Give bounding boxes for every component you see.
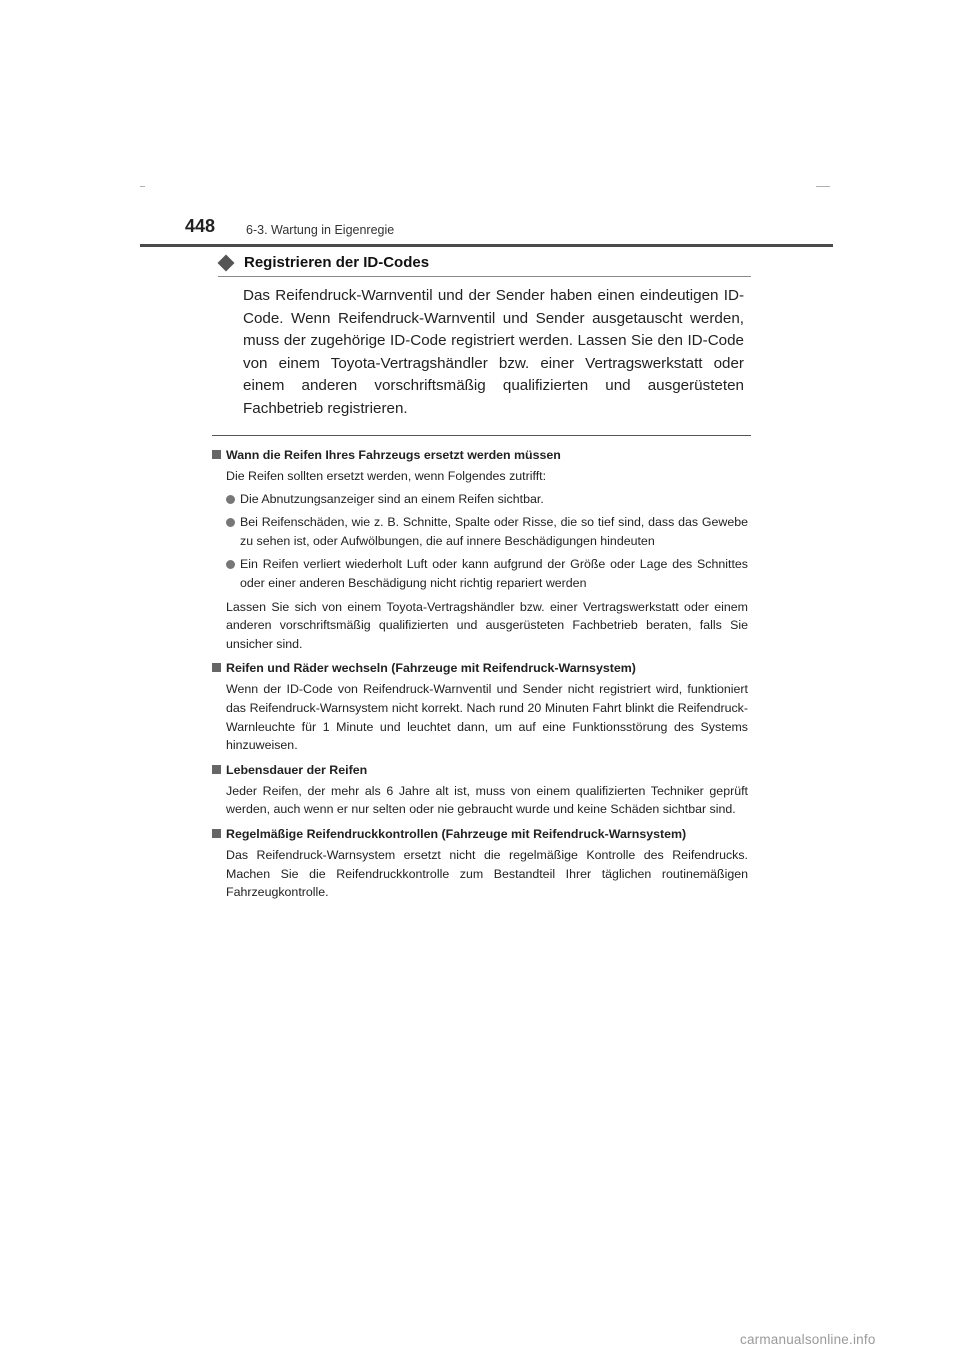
square-bullet-icon xyxy=(212,663,221,672)
watermark: carmanualsonline.info xyxy=(740,1332,876,1347)
diamond-bullet-icon xyxy=(218,255,235,272)
list-item xyxy=(212,490,748,509)
note-heading-text: Lebensdauer der Reifen xyxy=(226,762,368,777)
note-heading-text: Reifen und Räder wechseln (Fahrzeuge mit Reifendruck-Warnsystem) xyxy=(226,661,636,676)
note-heading xyxy=(212,659,748,677)
list-item-text: Die Abnutzungsanzeiger sind an einem Reifen sichtbar. xyxy=(240,491,544,506)
note-heading xyxy=(212,825,748,843)
round-bullet-icon xyxy=(226,518,235,527)
note-heading xyxy=(212,761,748,779)
square-bullet-icon xyxy=(212,765,221,774)
crop-mark-left xyxy=(140,186,145,187)
list-item-text: Bei Reifenschäden, wie z. B. Schnitte, Spalte oder Risse, die so tief sind, dass das Gewebe zu sehen ist, oder Aufwölbungen, die auf innere Beschädigungen hindeuten xyxy=(240,515,748,548)
note-heading-text: Regelmäßige Reifendruckkontrollen (Fahrzeuge mit Reifendruck-Warnsystem) xyxy=(226,826,687,841)
section-divider xyxy=(212,435,751,436)
note-tire-lifespan xyxy=(212,761,748,819)
note-intro: Die Reifen sollten ersetzt werden, wenn Folgendes zutrifft: xyxy=(226,469,547,483)
note-pressure-checks xyxy=(212,825,748,902)
note-text: Das Reifendruck-Warnsystem ersetzt nicht die regelmäßige Kontrolle des Reifendrucks. Machen Sie die Reifendruckkontrolle zum Bestandteil Ihrer täglichen routinemäßigen Fahrzeugkontrolle. xyxy=(226,847,748,900)
note-tire-replacement xyxy=(212,446,748,653)
crop-mark-right xyxy=(816,186,830,187)
page-header xyxy=(185,216,830,246)
note-heading-text: Wann die Reifen Ihres Fahrzeugs ersetzt werden müssen xyxy=(226,448,561,462)
note-text: Jeder Reifen, der mehr als 6 Jahre alt ist, muss von einem qualifizierten Techniker geprüft werden, auch wenn er nur selten oder nie gebraucht wurde und keine Schäden sichtbar sind. xyxy=(226,783,748,817)
square-bullet-icon xyxy=(212,829,221,838)
round-bullet-icon xyxy=(226,560,235,569)
note-outro: Lassen Sie sich von einem Toyota-Vertragshändler bzw. einer Vertragswerkstatt oder einem anderen vorschriftsmäßig qualifizierten und ausgerüsteten Fachbetrieb beraten, falls Sie unsicher sind. xyxy=(226,599,748,651)
header-rule xyxy=(140,244,833,247)
list-item xyxy=(212,513,748,550)
block-title: Registrieren der ID-Codes xyxy=(244,254,430,271)
list-item-text: Ein Reifen verliert wiederholt Luft oder kann aufgrund der Größe oder Lage des Schnittes oder einer anderen Beschädigung nicht richtig repariert werden xyxy=(240,557,748,590)
block-heading xyxy=(218,254,751,277)
note-text: Wenn der ID-Code von Reifendruck-Warnventil und Sender nicht registriert wird, funktioniert das Reifendruck-Warnsystem nicht korrekt. Nach rund 20 Minuten Fahrt blinkt die Reifendruck-Warnleuchte für 1 Minute und leuchtet dann, um auf eine Funktionsstörung des Systems hinzuweisen. xyxy=(226,682,748,753)
page-number: 448 xyxy=(185,216,216,236)
notes-section xyxy=(212,446,748,908)
round-bullet-icon xyxy=(226,495,235,504)
block-text: Das Reifendruck-Warnventil und der Sender haben einen eindeutigen ID-Code. Wenn Reifendruck-Warnventil und Sender ausgetauscht werden, muss der zugehörige ID-Code registriert werden. Lassen Sie den ID-Code von einem Toyota-Vertragshändler bzw. einer Vertragswerkstatt oder einem anderen vorschriftsmäßig qualifizierten und ausgerüsteten Fachbetrieb registrieren. xyxy=(243,287,744,417)
square-bullet-icon xyxy=(212,450,221,459)
list-item xyxy=(212,555,748,592)
note-wheel-change xyxy=(212,659,748,754)
note-heading xyxy=(212,446,748,464)
section-title: 6-3. Wartung in Eigenregie xyxy=(246,223,395,237)
